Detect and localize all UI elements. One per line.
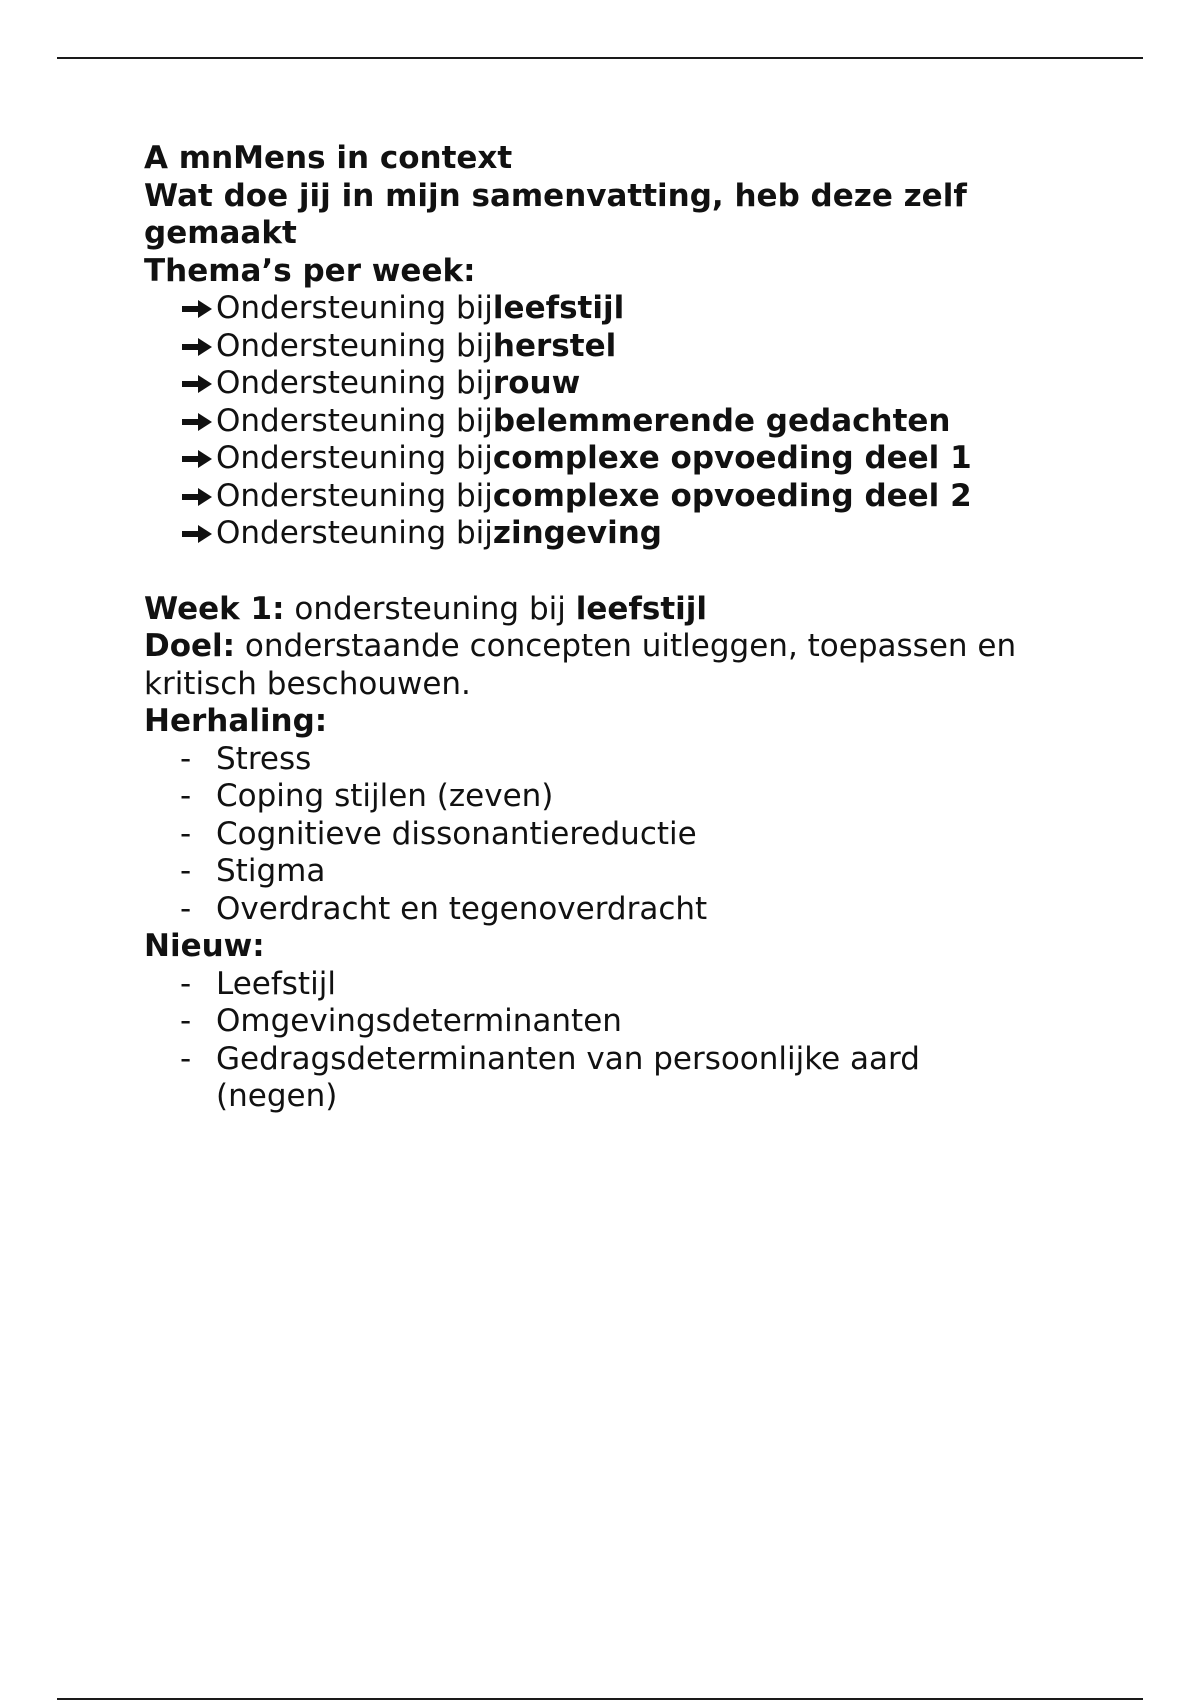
theme-item	[180, 403, 1084, 441]
goal-label: Doel:	[144, 628, 236, 664]
list-item-text: Overdracht en tegenoverdracht	[216, 890, 708, 927]
list-item	[180, 1003, 1084, 1041]
list-item-text: Omgevingsdeterminanten	[216, 1003, 622, 1039]
week-text: ondersteuning bij	[284, 590, 576, 627]
theme-prefix: Ondersteuning bij	[216, 290, 493, 326]
list-item-text: Gedragsdeterminanten van persoonlijke aard (negen)	[216, 1040, 920, 1114]
arrow-right-icon	[180, 290, 216, 328]
theme-item	[180, 365, 1084, 403]
list-item	[180, 1041, 1084, 1116]
dash-bullet: -	[180, 1003, 192, 1039]
document-subtitle: Wat doe jij in mijn samenvatting, heb deze zelf gemaakt	[144, 177, 967, 251]
repetition-list	[144, 741, 1084, 929]
theme-item	[180, 440, 1084, 478]
dash-bullet: -	[180, 740, 192, 777]
dash-bullet: -	[180, 853, 192, 889]
list-item	[180, 741, 1084, 779]
section-spacer	[144, 553, 1084, 591]
theme-topic: complexe opvoeding deel 2	[492, 477, 972, 514]
arrow-right-icon	[180, 478, 216, 516]
arrow-right-icon	[180, 328, 216, 366]
theme-prefix: Ondersteuning bij	[216, 515, 493, 551]
theme-prefix: Ondersteuning bij	[216, 327, 493, 364]
arrow-right-icon	[180, 403, 216, 441]
list-item	[180, 816, 1084, 854]
themes-list	[144, 290, 1084, 553]
theme-prefix: Ondersteuning bij	[216, 365, 493, 401]
theme-topic: rouw	[492, 365, 581, 401]
list-item	[180, 853, 1084, 891]
dash-bullet: -	[180, 778, 192, 814]
theme-item	[180, 515, 1084, 553]
theme-topic: zingeving	[492, 515, 662, 551]
list-item	[180, 778, 1084, 816]
list-item-text: Coping stijlen (zeven)	[216, 778, 554, 814]
theme-prefix: Ondersteuning bij	[216, 440, 493, 476]
document-body	[144, 140, 1084, 1116]
list-item	[180, 891, 1084, 929]
theme-topic: herstel	[492, 327, 617, 364]
goal-text: onderstaande concepten uitleggen, toepassen en kritisch beschouwen.	[144, 628, 1017, 702]
themes-heading: Thema’s per week:	[144, 252, 476, 289]
list-item-text: Stress	[216, 740, 312, 777]
theme-item	[180, 478, 1084, 516]
document-title: A mnMens in context	[144, 140, 513, 176]
repetition-heading: Herhaling:	[144, 703, 328, 739]
dash-bullet: -	[180, 965, 192, 1002]
theme-item	[180, 328, 1084, 366]
list-item	[180, 966, 1084, 1004]
theme-prefix: Ondersteuning bij	[216, 477, 493, 514]
week-line	[144, 591, 1084, 629]
new-heading: Nieuw:	[144, 928, 265, 964]
goal-line	[144, 628, 1084, 703]
theme-prefix: Ondersteuning bij	[216, 402, 493, 439]
arrow-right-icon	[180, 515, 216, 553]
week-label: Week 1:	[144, 590, 285, 627]
dash-bullet: -	[180, 815, 192, 852]
arrow-right-icon	[180, 440, 216, 478]
week-topic: leefstijl	[575, 590, 708, 627]
theme-item	[180, 290, 1084, 328]
theme-topic: complexe opvoeding deel 1	[492, 440, 972, 476]
new-list	[144, 966, 1084, 1116]
dash-bullet: -	[180, 1040, 192, 1077]
list-item-text: Cognitieve dissonantiereductie	[216, 815, 697, 852]
top-rule	[57, 57, 1143, 59]
arrow-right-icon	[180, 365, 216, 403]
list-item-text: Stigma	[216, 853, 326, 889]
theme-topic: leefstijl	[492, 290, 625, 326]
theme-topic: belemmerende gedachten	[492, 402, 951, 439]
list-item-text: Leefstijl	[216, 965, 336, 1002]
dash-bullet: -	[180, 890, 192, 927]
